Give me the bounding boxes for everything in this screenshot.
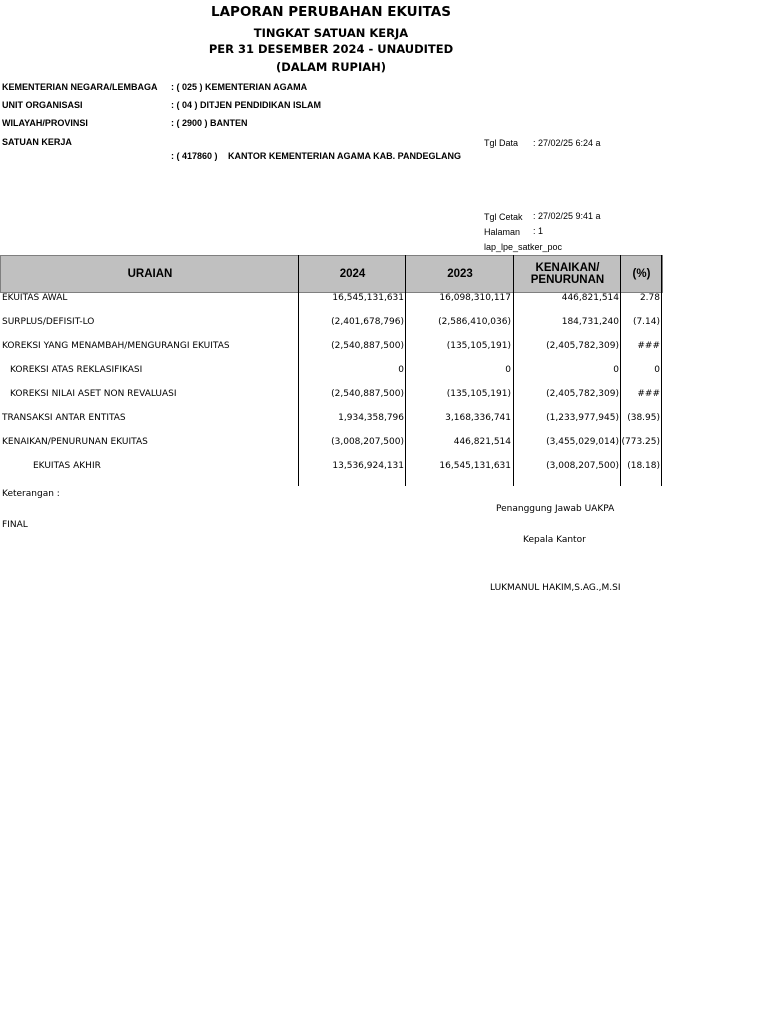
tgl-data-label: Tgl Data (484, 138, 519, 148)
table-row (0, 387, 662, 411)
row-pct: (773.25) (621, 437, 660, 447)
row-pct: 2.78 (639, 293, 660, 303)
row-change: (3,455,029,014) (546, 437, 619, 447)
table-row (0, 435, 662, 459)
header-2023: 2023 (447, 268, 473, 280)
row-label: EKUITAS AKHIR (33, 461, 101, 471)
report-code: lap_lpe_satker_poc (484, 242, 563, 252)
row-change: 0 (613, 365, 619, 375)
row-change: 446,821,514 (561, 293, 619, 303)
table-row (0, 411, 662, 435)
row-2024: 1,934,358,796 (338, 413, 404, 423)
row-pct: ### (637, 341, 660, 351)
report-currency: (DALAM RUPIAH) (275, 60, 387, 74)
row-change: (2,405,782,309) (546, 341, 619, 351)
unit-label: UNIT ORGANISASI (2, 100, 83, 110)
row-change: (3,008,207,500) (546, 461, 619, 471)
row-pct: (7.14) (632, 317, 660, 327)
keterangan-label: Keterangan : (2, 489, 60, 499)
header-change (514, 256, 621, 292)
status-final: FINAL (2, 520, 28, 530)
row-pct: (38.95) (627, 413, 660, 423)
tgl-cetak-label: Tgl Cetak (484, 212, 523, 222)
halaman-value: : 1 (533, 226, 544, 236)
row-label: TRANSAKSI ANTAR ENTITAS (2, 413, 126, 423)
row-label: EKUITAS AWAL (2, 293, 68, 303)
satker-code: : ( 417860 ) (171, 151, 218, 161)
header-change-line1: KENAIKAN/ (535, 262, 600, 274)
region-label: WILAYAH/PROVINSI (2, 118, 88, 128)
header-pct: (%) (632, 268, 651, 280)
table-header (0, 255, 663, 293)
row-2023: 3,168,336,741 (445, 413, 511, 423)
table-row (0, 363, 662, 387)
report-title: LAPORAN PERUBAHAN EKUITAS (211, 4, 451, 20)
tgl-cetak-value: : 27/02/25 9:41 a (533, 211, 601, 221)
table-row (0, 291, 662, 315)
signer-name: LUKMANUL HAKIM,S.AG.,M.SI (490, 583, 621, 593)
row-2024: 16,545,131,631 (332, 293, 404, 303)
responsible-title: Penanggung Jawab UAKPA (496, 504, 615, 514)
table-row (0, 315, 662, 339)
row-2023: 16,098,310,117 (439, 293, 511, 303)
halaman-label: Halaman (484, 227, 521, 237)
row-change: (2,405,782,309) (546, 389, 619, 399)
row-label: KOREKSI ATAS REKLASIFIKASI (10, 365, 143, 375)
row-2024: (2,540,887,500) (331, 389, 404, 399)
report-subtitle: TINGKAT SATUAN KERJA (253, 26, 409, 40)
row-2023: 446,821,514 (453, 437, 511, 447)
header-change-line2: PENURUNAN (530, 274, 605, 286)
satker-name: KANTOR KEMENTERIAN AGAMA KAB. PANDEGLANG (228, 151, 461, 161)
row-2023: (135,105,191) (446, 389, 511, 399)
row-2024: (2,401,678,796) (331, 317, 404, 327)
table-row (0, 339, 662, 363)
row-label: KENAIKAN/PENURUNAN EKUITAS (2, 437, 148, 447)
row-2023: (135,105,191) (446, 341, 511, 351)
row-pct: 0 (654, 365, 660, 375)
row-label: KOREKSI YANG MENAMBAH/MENGURANGI EKUITAS (2, 341, 230, 351)
row-2024: 0 (398, 365, 404, 375)
satker-label: SATUAN KERJA (2, 137, 72, 147)
tgl-data-value: : 27/02/25 6:24 a (533, 138, 601, 148)
report-period: PER 31 DESEMBER 2024 - UNAUDITED (208, 42, 454, 56)
header-2024: 2024 (339, 268, 366, 280)
table-row (0, 459, 662, 483)
row-2024: 13,536,924,131 (332, 461, 404, 471)
row-change: (1,233,977,945) (546, 413, 619, 423)
row-change: 184,731,240 (561, 317, 619, 327)
row-2024: (2,540,887,500) (331, 341, 404, 351)
row-pct: ### (637, 389, 660, 399)
row-2024: (3,008,207,500) (331, 437, 404, 447)
header-uraian: URAIAN (127, 268, 173, 280)
ministry-value: : ( 025 ) KEMENTERIAN AGAMA (171, 82, 308, 92)
row-label: KOREKSI NILAI ASET NON REVALUASI (10, 389, 177, 399)
row-2023: 0 (505, 365, 511, 375)
ministry-label: KEMENTERIAN NEGARA/LEMBAGA (2, 82, 158, 92)
position-title: Kepala Kantor (523, 535, 586, 545)
row-2023: 16,545,131,631 (439, 461, 511, 471)
region-value: : ( 2900 ) BANTEN (171, 118, 248, 128)
row-2023: (2,586,410,036) (438, 317, 511, 327)
unit-value: : ( 04 ) DITJEN PENDIDIKAN ISLAM (171, 100, 322, 110)
row-label: SURPLUS/DEFISIT-LO (2, 317, 95, 327)
row-pct: (18.18) (627, 461, 660, 471)
